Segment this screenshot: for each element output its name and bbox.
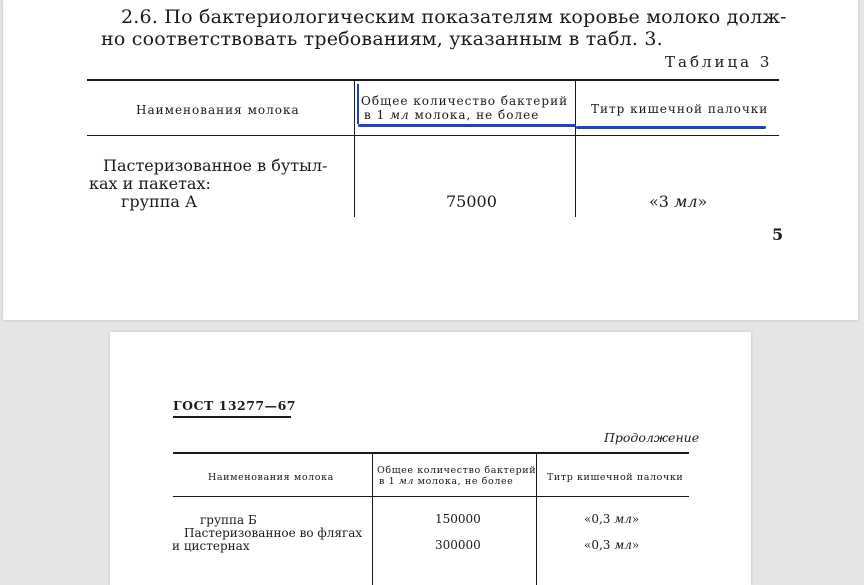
table2-header-rule (173, 496, 689, 497)
row-bacteria-value: 75000 (446, 192, 497, 211)
table2-row-1-name: группа Б (200, 513, 257, 527)
unit-ml: мл (390, 108, 410, 122)
table2-header-bacteria-line-1: Общее количество бактерий (377, 465, 537, 476)
highlight-underline-bacteria (358, 124, 576, 127)
paragraph-line-1: 2.6. По бактериологическим показателям коровье молоко долж- (121, 6, 787, 28)
highlight-underline-titer (576, 126, 766, 129)
table2-top-rule (173, 452, 689, 454)
page-number: 5 (772, 225, 784, 244)
table2-col-divider-1 (372, 453, 373, 585)
table2-row-1-bacteria: 150000 (435, 512, 481, 526)
table-top-rule (87, 79, 779, 81)
table2-header-name: Наименования молока (208, 472, 334, 483)
table-col-divider-1 (354, 80, 355, 217)
table2-header-bacteria-line-2: в 1 мл молока, не более (379, 476, 514, 487)
row-name-line-1: Пастеризованное в бутыл- (103, 156, 328, 175)
standard-number: ГОСТ 13277—67 (173, 398, 297, 413)
table2-row-2-name-line-1: Пастеризованное во флягах (184, 526, 363, 540)
paragraph-line-2: но соответствовать требованиям, указанным в табл. 3. (101, 28, 663, 50)
document-page-lower (110, 332, 751, 585)
row-name-line-3: группа А (121, 192, 198, 211)
table2-row-2-bacteria: 300000 (435, 538, 481, 552)
continuation-label: Продолжение (604, 430, 700, 445)
standard-underline (173, 416, 291, 418)
table-col-divider-2 (575, 80, 576, 217)
table-header-titer: Титр кишечной палочки (591, 102, 769, 116)
table-header-bacteria-line-1: Общее количество бактерий (361, 94, 569, 108)
highlight-mark-vertical (357, 84, 359, 124)
table2-row-1-titer: «0,3 мл» (584, 512, 640, 526)
table2-header-titer: Титр кишечной палочки (547, 472, 684, 483)
table-caption: Таблица 3 (665, 53, 773, 71)
table-header-name: Наименования молока (136, 103, 300, 117)
table2-row-2-name-line-2: и цистернах (172, 539, 250, 553)
row-name-line-2: ках и пакетах: (89, 174, 211, 193)
table2-col-divider-2 (536, 453, 537, 585)
table-header-bacteria-line-2: в 1 мл молока, не более (364, 108, 540, 122)
row-titer-value: «3 мл» (649, 192, 708, 211)
table2-row-2-titer: «0,3 мл» (584, 538, 640, 552)
table-header-rule (87, 135, 779, 136)
document-page-upper (3, 0, 858, 320)
